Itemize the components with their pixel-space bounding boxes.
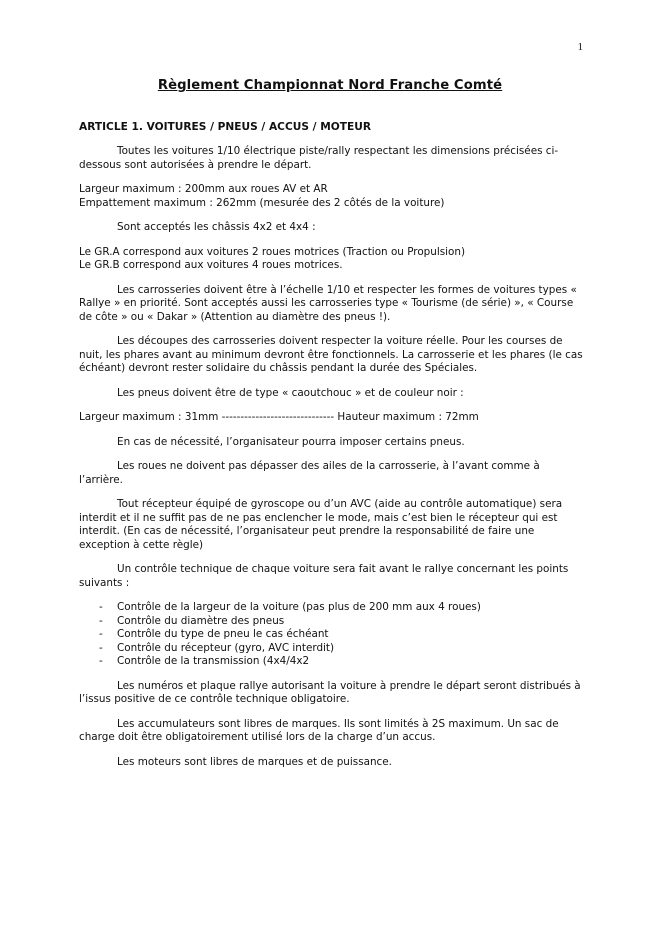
list-item: - Contrôle du récepteur (gyro, AVC interdit) [99,641,335,654]
paragraph-cutouts: Les découpes des carrosseries doivent respecter la voiture réelle. Pour les courses de nuit, les phares avant au minimum devront être fonctionnels. La carrosserie et les phares (le cas échéant) devront rester solidaire du châssis pendant la durée des Spéciales. [79,335,583,374]
group-b-line: Le GR.B correspond aux voitures 4 roues motrices. [79,259,343,271]
list-item: - Contrôle de la transmission (4x4/4x2 [99,655,310,667]
dimensions-block [79,183,584,210]
document-title: Règlement Championnat Nord Franche Comté [157,78,503,93]
paragraph-receiver: Tout récepteur équipé de gyroscope ou d’un AVC (aide au contrôle automatique) sera interdit et il ne suffit pas de ne pas enclencher le mode, mais c’est bien le récepteur qui est interdit. (En cas de nécessité, l’organisateur peut prendre la responsabilité de faire une exception à cette règle) [79,498,563,551]
paragraph-tyres: Les pneus doivent être de type « caoutchouc » et de couleur noir : [117,386,464,399]
page-number: 1 [577,41,583,53]
dimension-width-line: Largeur maximum : 200mm aux roues AV et AR [79,183,328,195]
group-a-line: Le GR.A correspond aux voitures 2 roues motrices (Traction ou Propulsion) [79,245,466,258]
paragraph-wheels: Les roues ne doivent pas dépasser des ailes de la carrosserie, à l’avant comme à l’arrière. [79,460,540,486]
paragraph-batteries: Les accumulateurs sont libres de marques. Ils sont limités à 2S maximum. Un sac de charge doit être obligatoirement utilisé lors de la charge d’un accus. [79,717,559,743]
bullet-marker: - [99,614,103,627]
article-heading: ARTICLE 1. VOITURES / PNEUS / ACCUS / MOTEUR [79,121,371,133]
bullet-marker: - [99,628,103,640]
paragraph-motors: Les moteurs sont libres de marques et de puissance. [117,755,392,768]
bullet-marker: - [99,655,103,667]
groups-block [79,246,584,273]
dimension-wheelbase-line: Empattement maximum : 262mm (mesurée des 2 côtés de la voiture) [79,196,445,209]
list-item: - Contrôle du type de pneu le cas échéant [99,628,329,640]
technical-check-list [79,601,584,669]
paragraph-bodywork: Les carrosseries doivent être à l’échelle 1/10 et respecter les formes de voitures types « Rallye » en priorité. Sont acceptés aussi les carrosseries type « Tourisme (de série) », « Course de côte » ou « Dakar » (Attention au diamètre des pneus !). [79,283,577,323]
tyre-dimensions-line: Largeur maximum : 31mm ------------------------------ Hauteur maximum : 72mm [79,411,479,423]
bullet-marker: - [99,641,103,654]
list-item: - Contrôle de la largeur de la voiture (pas plus de 200 mm aux 4 roues) [99,601,481,613]
paragraph-tyre-imposition: En cas de nécessité, l’organisateur pourra imposer certains pneus. [117,435,465,448]
bullet-marker: - [99,601,103,613]
paragraph-chassis: Sont acceptés les châssis 4x2 et 4x4 : [117,221,316,233]
paragraph-rally-plates: Les numéros et plaque rallye autorisant la voiture à prendre le départ seront distribués à l’issus positive de ce contrôle technique obligatoire. [79,679,581,705]
paragraph-technical-check: Un contrôle technique de chaque voiture sera fait avant le rallye concernant les points suivants : [79,563,569,589]
paragraph-vehicles: Toutes les voitures 1/10 électrique piste/rally respectant les dimensions précisées ci-dessous sont autorisées à prendre le départ. [79,145,559,171]
list-item: - Contrôle du diamètre des pneus [99,614,285,627]
document-body [79,145,584,780]
